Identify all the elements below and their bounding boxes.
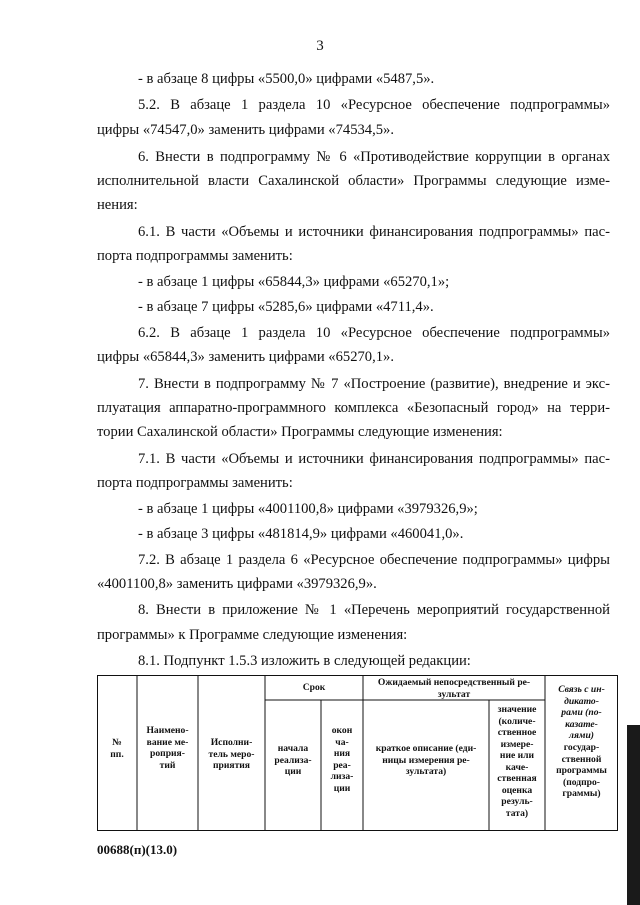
text-line: 6. Внести в подпрограмму № 6 «Противодействие коррупции в органах (138, 149, 610, 165)
text-line: - в абзаце 1 цифры «4001100,8» цифрами «3979326,9»; (138, 501, 478, 517)
header-no: № пп. (110, 737, 124, 760)
text-line: 6.2. В абзаце 1 раздела 10 «Ресурсное обеспечение подпрограммы» (138, 325, 610, 341)
text-line: - в абзаце 1 цифры «65844,3» цифрами «65270,1»; (138, 274, 450, 290)
text-line: порта подпрограммы заменить: (97, 248, 293, 264)
footer-code: 00688(п)(13.0) (97, 842, 178, 857)
header-end: окон ча- ния реа- лиза- ции (330, 725, 354, 794)
page-number: 3 (316, 38, 324, 54)
text-line: - в абзаце 8 цифры «5500,0» цифрами «5487,5». (138, 71, 435, 87)
header-start: начала реализа- ции (274, 743, 312, 777)
text-line: цифры «74547,0» заменить цифрами «74534,5». (97, 122, 394, 138)
text-line: 6.1. В части «Объемы и источники финансирования подпрограммы» пас- (138, 224, 610, 240)
header-name: Наимено- вание ме- роприя- тий (146, 725, 189, 771)
text-line: 8.1. Подпункт 1.5.3 изложить в следующей редакции: (138, 653, 471, 669)
header-executor: Исполни- тель меро- приятия (208, 737, 255, 771)
measures-table (97, 675, 618, 831)
text-line: - в абзаце 3 цифры «481814,9» цифрами «460041,0». (138, 526, 464, 542)
header-description: краткое описание (еди- ницы измерения ре- зультата) (375, 743, 477, 777)
text-line: нения: (97, 197, 138, 213)
text-line: порта подпрограммы заменить: (97, 475, 293, 491)
text-line: программы» к Программе следующие изменения: (97, 627, 408, 643)
text-line: 7. Внести в подпрограмму № 7 «Построение (развитие), внедрение и экс- (138, 376, 610, 392)
text-line: 7.1. В части «Объемы и источники финансирования подпрограммы» пас- (138, 451, 610, 467)
text-line: - в абзаце 7 цифры «5285,6» цифрами «4711,4». (138, 299, 434, 315)
text-line: «4001100,8» заменить цифрами «3979326,9». (97, 576, 377, 592)
text-line: цифры «65844,3» заменить цифрами «65270,1». (97, 349, 394, 365)
header-link-italic: Связь с ин- дикато- рами (по- казате- лями) (558, 684, 605, 741)
header-link: государ- ственной программы (подпро- граммы) (556, 742, 607, 799)
text-line: исполнительной власти Сахалинской области» Программы следующие изме- (97, 173, 610, 189)
header-result: Ожидаемый непосредственный ре- зультат (377, 677, 531, 700)
text-line: 8. Внести в приложение № 1 «Перечень мероприятий государственной (138, 602, 610, 618)
text-line: плуатация аппаратно-программного комплекса «Безопасный город» на терри- (97, 400, 610, 416)
scan-edge-bar (627, 725, 640, 905)
text-line: 7.2. В абзаце 1 раздела 6 «Ресурсное обеспечение подпрограммы» цифры (138, 552, 610, 568)
header-term: Срок (302, 682, 326, 693)
text-line: тории Сахалинской области» Программы следующие изменения: (97, 424, 503, 440)
header-value: значение (количе- ственное измере- ние или каче- ственная оценка резуль- тата) (497, 704, 537, 819)
text-line: 5.2. В абзаце 1 раздела 10 «Ресурсное обеспечение подпрограммы» (138, 97, 610, 113)
